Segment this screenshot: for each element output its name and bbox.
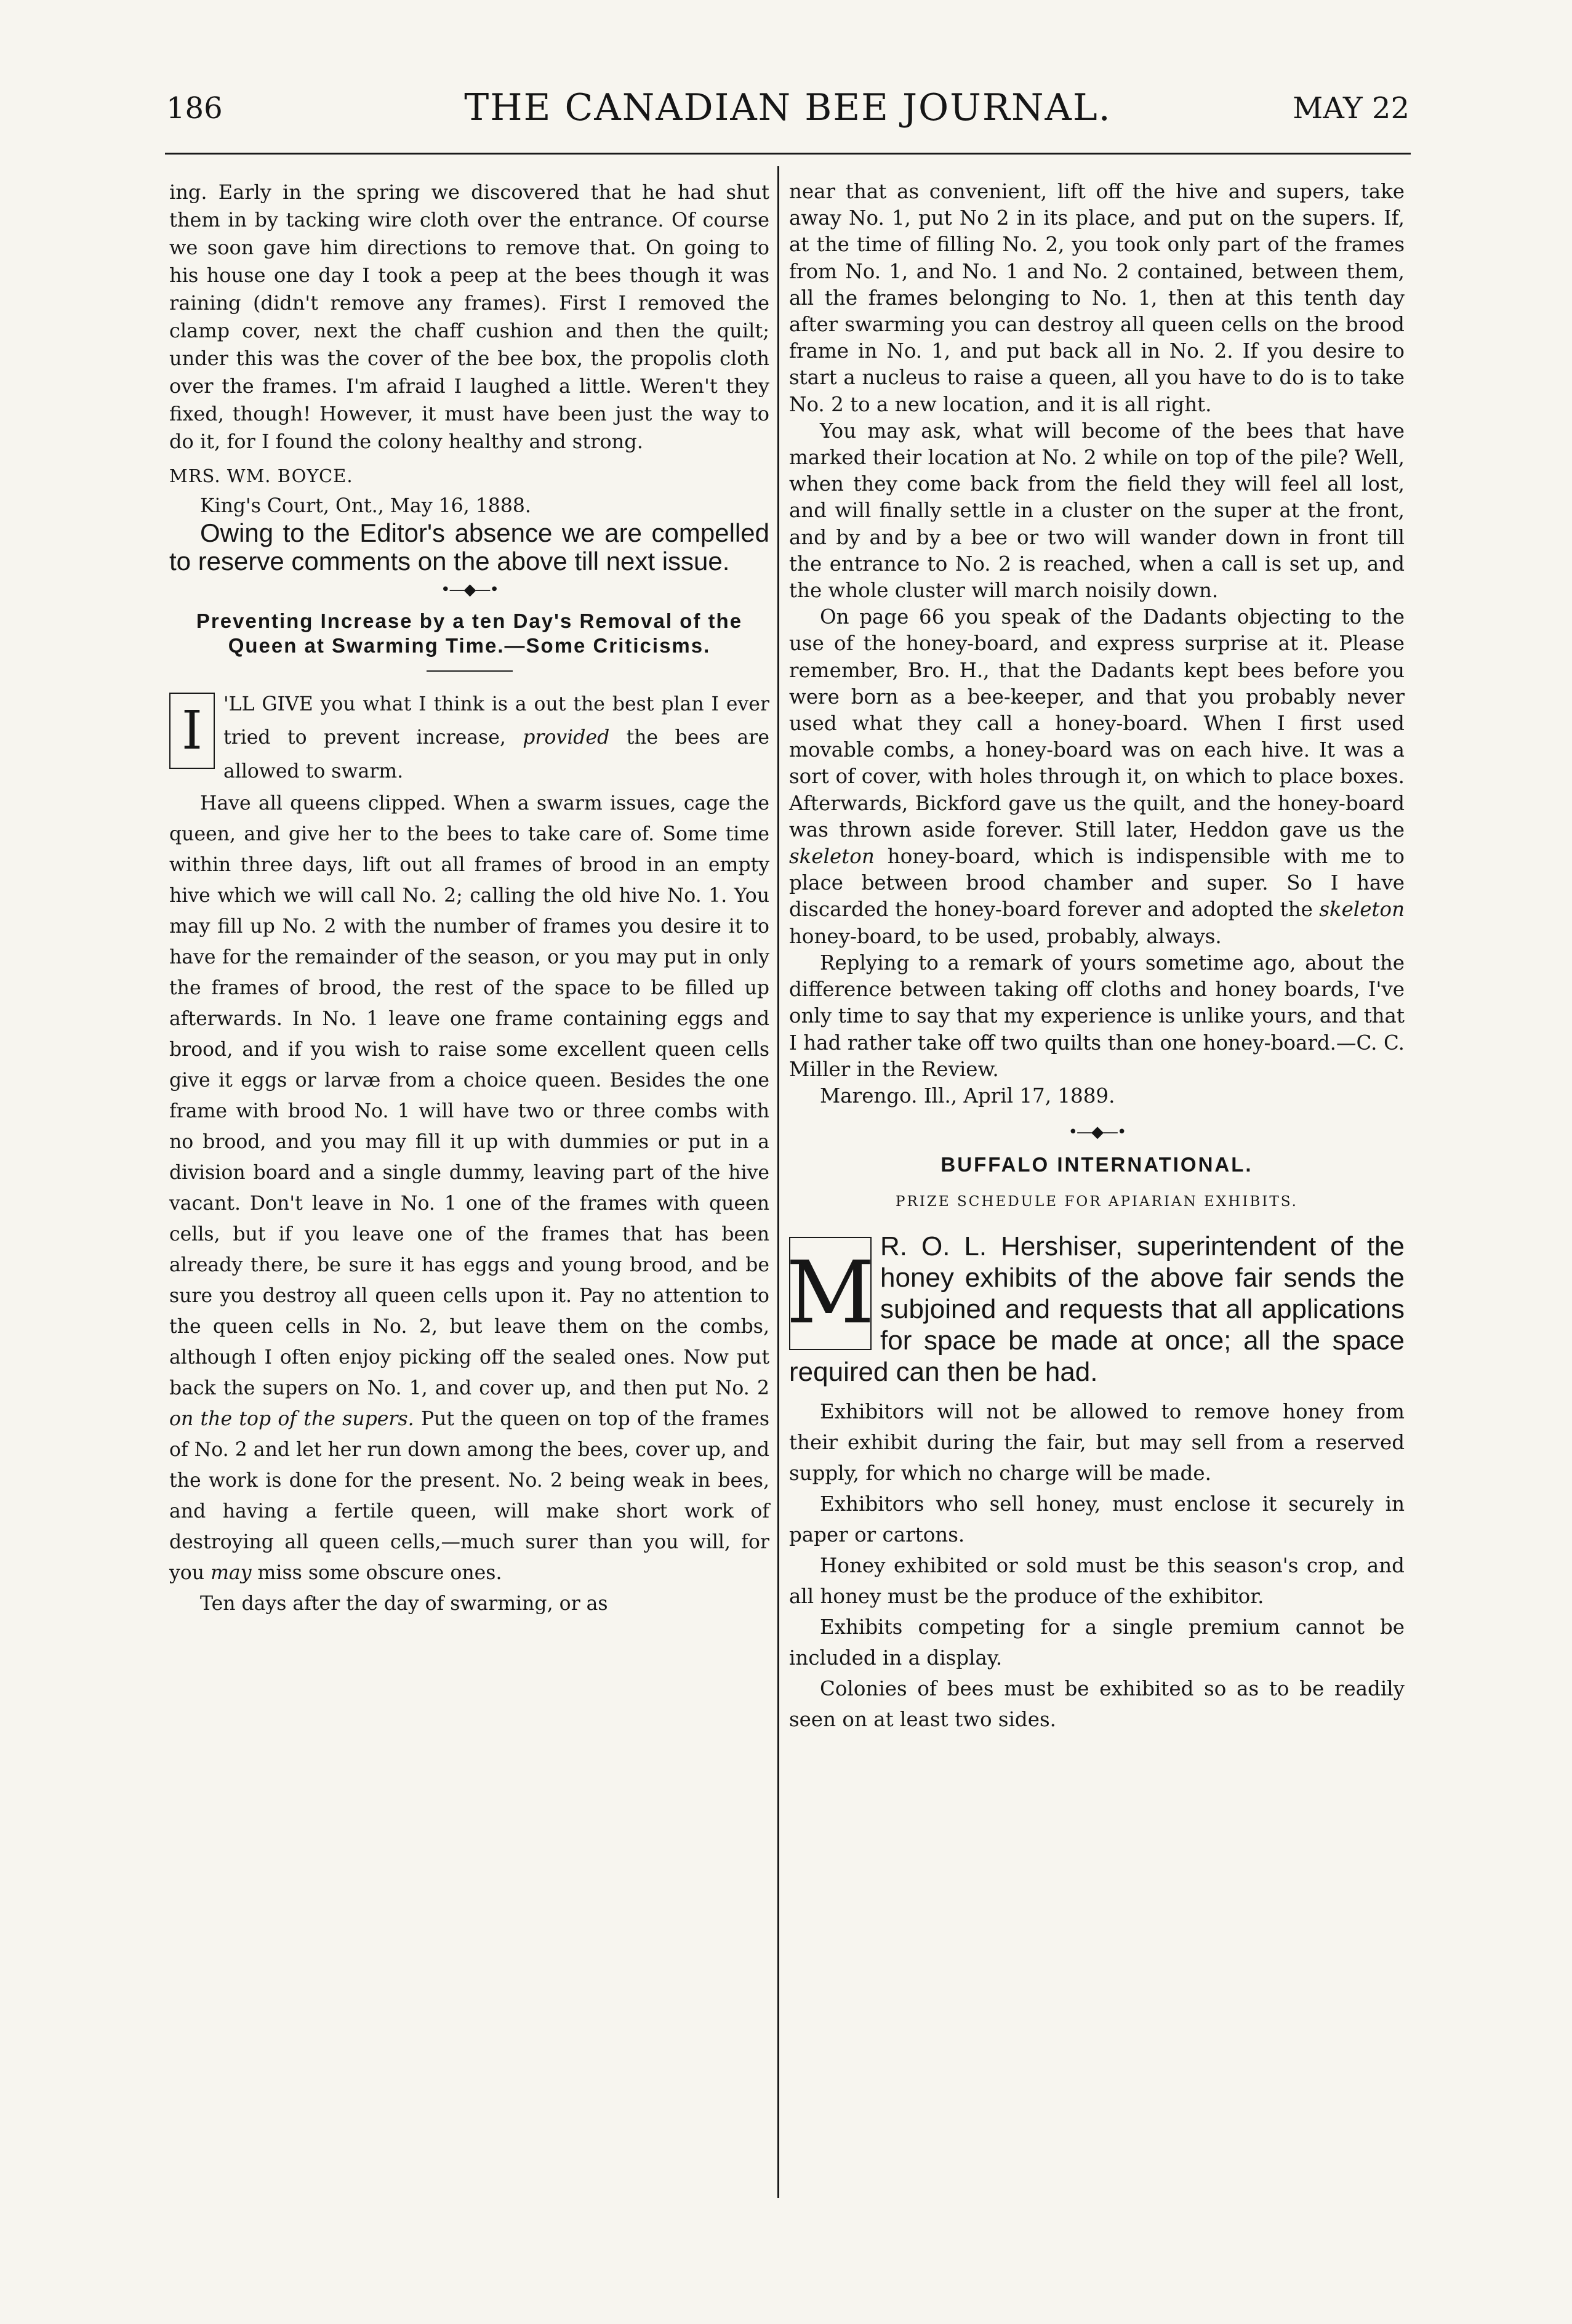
exhibit-rule-4: Exhibits competing for a single premium cannot be included in a display.	[789, 1615, 1405, 1670]
exhibit-rule-3: Honey exhibited or sold must be this season's crop, and all honey must be the produce of the exhibitor.	[789, 1553, 1405, 1608]
p3-start: On page 66 you speak of the Dadants objecting to the use of the honey-board, and express surprise at it. Please remember, Bro. H., that the Dadants kept bees before you were born as a bee-keeper, and that you probably never used what they call a honey-board. When I first used movable combs, a honey-board was on each hive. It was a sort of cover, with holes through it, on which to place boxes. Afterwards, Bickford gave us the quilt, and the honey-board was thrown aside forever. Still later, Heddon gave us the	[789, 605, 1405, 842]
p3-end: honey-board, to be used, probably, always.	[789, 924, 1222, 948]
page-number: 186	[166, 91, 223, 126]
p2-end2: miss some obscure ones.	[251, 1562, 502, 1584]
ornament-divider-right: •—◆—•	[1068, 1123, 1126, 1142]
p3-mid: honey-board, which is indispensible with me to place between brood chamber and super. So I have discarded the honey-board forever and adopted the	[789, 845, 1405, 922]
header-rule	[165, 153, 1411, 155]
drop-cap: I	[169, 693, 215, 769]
right-column	[786, 179, 1405, 1735]
article-paragraph-1	[169, 688, 769, 789]
exhibit-rule-2: Exhibitors who sell honey, must enclose it securely in paper or cartons.	[789, 1492, 1405, 1546]
p1-start: 'LL GIVE you what I think is a out the best plan I ever tried to prevent increase,	[223, 693, 769, 749]
article-heading: Preventing Increase by a ten Day's Removal of the Queen at Swarming Time.—Some Criticisms.	[196, 609, 743, 657]
right-paragraph-3	[789, 604, 1405, 950]
right-paragraph-4: Replying to a remark of yours sometime ago, about the difference between taking off cloths and honey boards, I've only time to say that my experience is unlike yours, and that I had rather take off two quilts than one honey-board.—C. C. Miller in the Review.	[789, 951, 1405, 1081]
letter-paragraph: ing. Early in the spring we discovered that he had shut them in by tacking wire cloth over the entrance. Of course we soon gave him directions to remove that. On going to his house one day I took a peep at the bees though it was raining (didn't remove any frames). First I removed the clamp cover, next the chaff cushion and then the quilt; under this was the cover of the bee box, the propolis cloth over the frames. I'm afraid I laughed a little. Weren't they fixed, though! However, it must have been just the way to do it, for I found the colony healthy and strong.	[169, 180, 769, 453]
heading-rule	[427, 670, 513, 672]
section-subheading: PRIZE SCHEDULE FOR APIARIAN EXHIBITS.	[896, 1194, 1298, 1210]
right-place-date: Marengo. Ill., April 17, 1889.	[820, 1084, 1115, 1108]
p2-italic2: may	[211, 1562, 252, 1584]
section-heading: BUFFALO INTERNATIONAL.	[940, 1153, 1253, 1176]
right-paragraph-2: You may ask, what will become of the bees that have marked their location at No. 2 while on top of the pile? Well, when they come back from the field they will feel all lost, and will finally settle in a cluster on the super at the front, and by and by a bee or two will wander down in front till the entrance to No. 2 is reached, when a call is set up, and the whole cluster will march noisily down.	[789, 419, 1405, 603]
p1-italic: provided	[523, 726, 610, 749]
lead-text: R. O. L. Hershiser, superintendent of the honey exhibits of the above fair sends the subjoined and requests that all applications for space be made at once; all the space required can then be had.	[789, 1231, 1405, 1387]
issue-date: MAY 22	[1293, 91, 1410, 126]
p1-end: the bees are allowed to swarm.	[223, 726, 770, 782]
p2-end: Put the queen on top of the frames of No. 2 and let her run down among the bees, cover up, and the work is done for the present. No. 2 being weak in bees, and having a fertile queen, will make short work of destroying all queen cells,—much surer than you will, for you	[169, 1408, 769, 1584]
letter-signature: MRS. WM. BOYCE.	[169, 465, 353, 486]
p2-italic: on the top of the supers.	[169, 1408, 414, 1430]
right-paragraph-1: near that as convenient, lift off the hive and supers, take away No. 1, put No 2 in its place, and put on the supers. If, at the time of filling No. 2, you took only part of the frames from No. 1, and No. 1 and No. 2 contained, between them, all the frames belonging to No. 1, then at this tenth day after swarming you can destroy all queen cells on the brood frame in No. 1, and put back all in No. 2. If you desire to start a nucleus to raise a queen, all you have to do is to take No. 2 to a new location, and it is all right.	[789, 180, 1405, 416]
article-paragraph-2	[169, 788, 769, 1588]
page-header	[166, 73, 1410, 134]
exhibit-rule-5: Colonies of bees must be exhibited so as to be readily seen on at least two sides.	[789, 1676, 1405, 1731]
column-divider	[777, 166, 779, 2198]
p3-italic2: skeleton	[1319, 898, 1405, 922]
section-lead	[786, 1231, 1405, 1388]
drop-cap-m: M	[789, 1237, 872, 1350]
p2-text: Have all queens clipped. When a swarm issues, cage the queen, and give her to the bees to take care of. Some time within three days, lift out all frames of brood in an empty hive which we will call No. 2; calling the old hive No. 1. You may fill up No. 2 with the number of frames you desire it to have for the remainder of the season, or you may put in only the frames of brood, the rest of the space to be filled up afterwards. In No. 1 leave one frame containing eggs and brood, and if you wish to raise some excellent queen cells give it eggs or larvæ from a choice queen. Besides the one frame with brood No. 1 will have two or three combs with no brood, and you may fill it up with dummies or put in a division board and a single dummy, leaving part of the hive vacant. Don't leave in No. 1 one of the frames with queen cells, but if you leave one of the frames that has been already there, be sure it has eggs and young brood, and be sure you destroy all queen cells upon it. Pay no attention to the queen cells in No. 2, but leave them on the combs, although I often enjoy picking off the sealed ones. Now put back the supers on No. 1, and cover up, and then put No. 2	[169, 792, 769, 1399]
p3-italic: skeleton	[789, 845, 875, 869]
article-paragraph-3: Ten days after the day of swarming, or as	[200, 1593, 608, 1615]
ornament-divider: •—◆—•	[441, 580, 498, 599]
left-column	[169, 179, 769, 1619]
editor-notice: Owing to the Editor's absence we are compelled to reserve comments on the above till next issue.	[169, 518, 769, 576]
exhibit-rule-1: Exhibitors will not be allowed to remove honey from their exhibit during the fair, but may sell from a reserved supply, for which no charge will be made.	[789, 1399, 1405, 1485]
letter-place-date: King's Court, Ont., May 16, 1888.	[200, 494, 531, 517]
journal-title: THE CANADIAN BEE JOURNAL.	[464, 86, 1112, 129]
